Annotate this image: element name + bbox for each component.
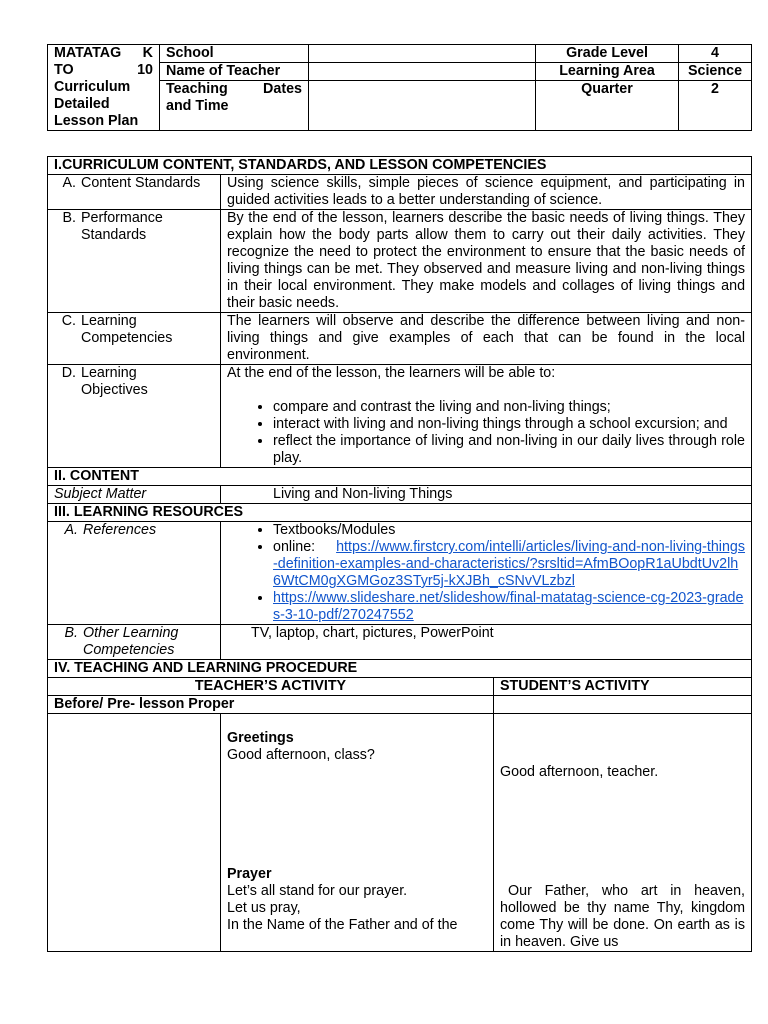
subject-matter-label: Subject Matter — [48, 486, 221, 504]
objective-item: • reflect the importance of living and non-living in our daily lives through role play. — [273, 433, 745, 467]
section-procedure-title: IV. TEACHING AND LEARNING PROCEDURE — [48, 660, 752, 678]
greetings-teacher-text: Good afternoon, class? — [227, 747, 375, 763]
grade-level-label: Grade Level — [536, 45, 679, 63]
teacher-activity-header: TEACHER’S ACTIVITY — [48, 678, 494, 696]
prayer-teacher-line: In the Name of the Father and of the — [227, 917, 458, 933]
references-label: A. References — [48, 522, 221, 625]
section-curriculum-title: I.CURRICULUM CONTENT, STANDARDS, AND LESSON COMPETENCIES — [48, 157, 752, 175]
reference-online: • online: https://www.firstcry.com/intelli/articles/living-and-non-living-things-definition-examples-and-characteristics/?srsltid=AfmBOopR1aUbdtUv2lh6WtCM0gXGMGoz3STyr5j-kXJBh_cSNvVLzbzl — [273, 539, 745, 590]
school-label: School — [160, 45, 309, 63]
prayer-title: Prayer — [227, 866, 272, 882]
student-activity-header: STUDENT’S ACTIVITY — [494, 678, 752, 696]
teaching-dates-value[interactable] — [309, 81, 536, 131]
greetings-title: Greetings — [227, 730, 294, 746]
quarter-value: 2 — [679, 81, 752, 131]
objectives-intro: At the end of the lesson, the learners will be able to: — [227, 365, 556, 381]
teacher-activity-cell — [221, 714, 494, 952]
objective-item: • compare and contrast the living and non-living things; — [273, 399, 745, 416]
subject-matter-value: Living and Non-living Things — [221, 486, 752, 504]
learning-competencies-label: C. Learning Competencies — [48, 313, 221, 365]
grade-level-value: 4 — [679, 45, 752, 63]
student-activity-cell — [494, 714, 752, 952]
lesson-plan-table — [47, 156, 752, 952]
teacher-name-label: Name of Teacher — [160, 63, 309, 81]
other-competencies-value: TV, laptop, chart, pictures, PowerPoint — [221, 625, 752, 660]
teaching-dates-label: Teaching Dates and Time — [160, 81, 309, 131]
teacher-name-value[interactable] — [309, 63, 536, 81]
learning-competencies-text: The learners will observe and describe the difference between living and non-living things and give examples of each that can be found in the local environment. — [221, 313, 752, 365]
section-resources-title: III. LEARNING RESOURCES — [48, 504, 752, 522]
learning-objectives-label: D. Learning Objectives — [48, 365, 221, 468]
quarter-label: Quarter — [536, 81, 679, 131]
phase-pre-lesson-student — [494, 696, 752, 714]
lesson-plan-title: MATATAG K TO 10 Curriculum Detailed Lesson Plan — [48, 45, 160, 131]
content-standards-label: A. Content Standards — [48, 175, 221, 210]
reference-link-slideshare[interactable]: https://www.slideshare.net/slideshow/final-matatag-science-cg-2023-grades-3-10-pdf/270247552 — [273, 590, 744, 623]
reference-link-firstcry[interactable]: https://www.firstcry.com/intelli/articles/living-and-non-living-things-definition-examples-and-characteristics/?srsltid=AfmBOopR1aUbdtUv2lh6WtCM0gXGMGoz3STyr5j-kXJBh_cSNvVLzbzl — [273, 539, 746, 589]
procedure-left-column — [48, 714, 221, 952]
prayer-teacher-line: Let’s all stand for our prayer. — [227, 883, 408, 899]
reference-slideshare — [273, 590, 745, 624]
header-table — [47, 44, 752, 131]
objectives-list — [227, 399, 745, 467]
reference-textbooks: • Textbooks/Modules — [273, 522, 745, 539]
greetings-student-text: Good afternoon, teacher. — [500, 764, 659, 780]
learning-objectives-text — [221, 365, 752, 468]
learning-area-value: Science — [679, 63, 752, 81]
references-list — [221, 522, 752, 625]
performance-standards-text: By the end of the lesson, learners describe the basic needs of living things. They explain how the body parts allow them to carry out their daily activities. They recognize the need to protect the environment to ensure that the basic needs of living things can be met. They observed and measure living and non-living things in their local environment. They make models and collages of living things and their basic needs. — [221, 210, 752, 313]
content-standards-text: Using science skills, simple pieces of science equipment, and participating in guided activities leads to a better understanding of science. — [221, 175, 752, 210]
prayer-student-text: Our Father, who art in heaven, hollowed be thy name Thy, kingdom come Thy will be done. On earth as is in heaven. Give us — [500, 883, 746, 950]
section-content-title: II. CONTENT — [48, 468, 752, 486]
learning-area-label: Learning Area — [536, 63, 679, 81]
prayer-teacher-line: Let us pray, — [227, 900, 301, 916]
performance-standards-label: B. Performance Standards — [48, 210, 221, 313]
objective-item: • interact with living and non-living things through a school excursion; and — [273, 416, 745, 433]
phase-pre-lesson: Before/ Pre- lesson Proper — [48, 696, 494, 714]
school-value[interactable] — [309, 45, 536, 63]
other-competencies-label: B. Other Learning Competencies — [48, 625, 221, 660]
